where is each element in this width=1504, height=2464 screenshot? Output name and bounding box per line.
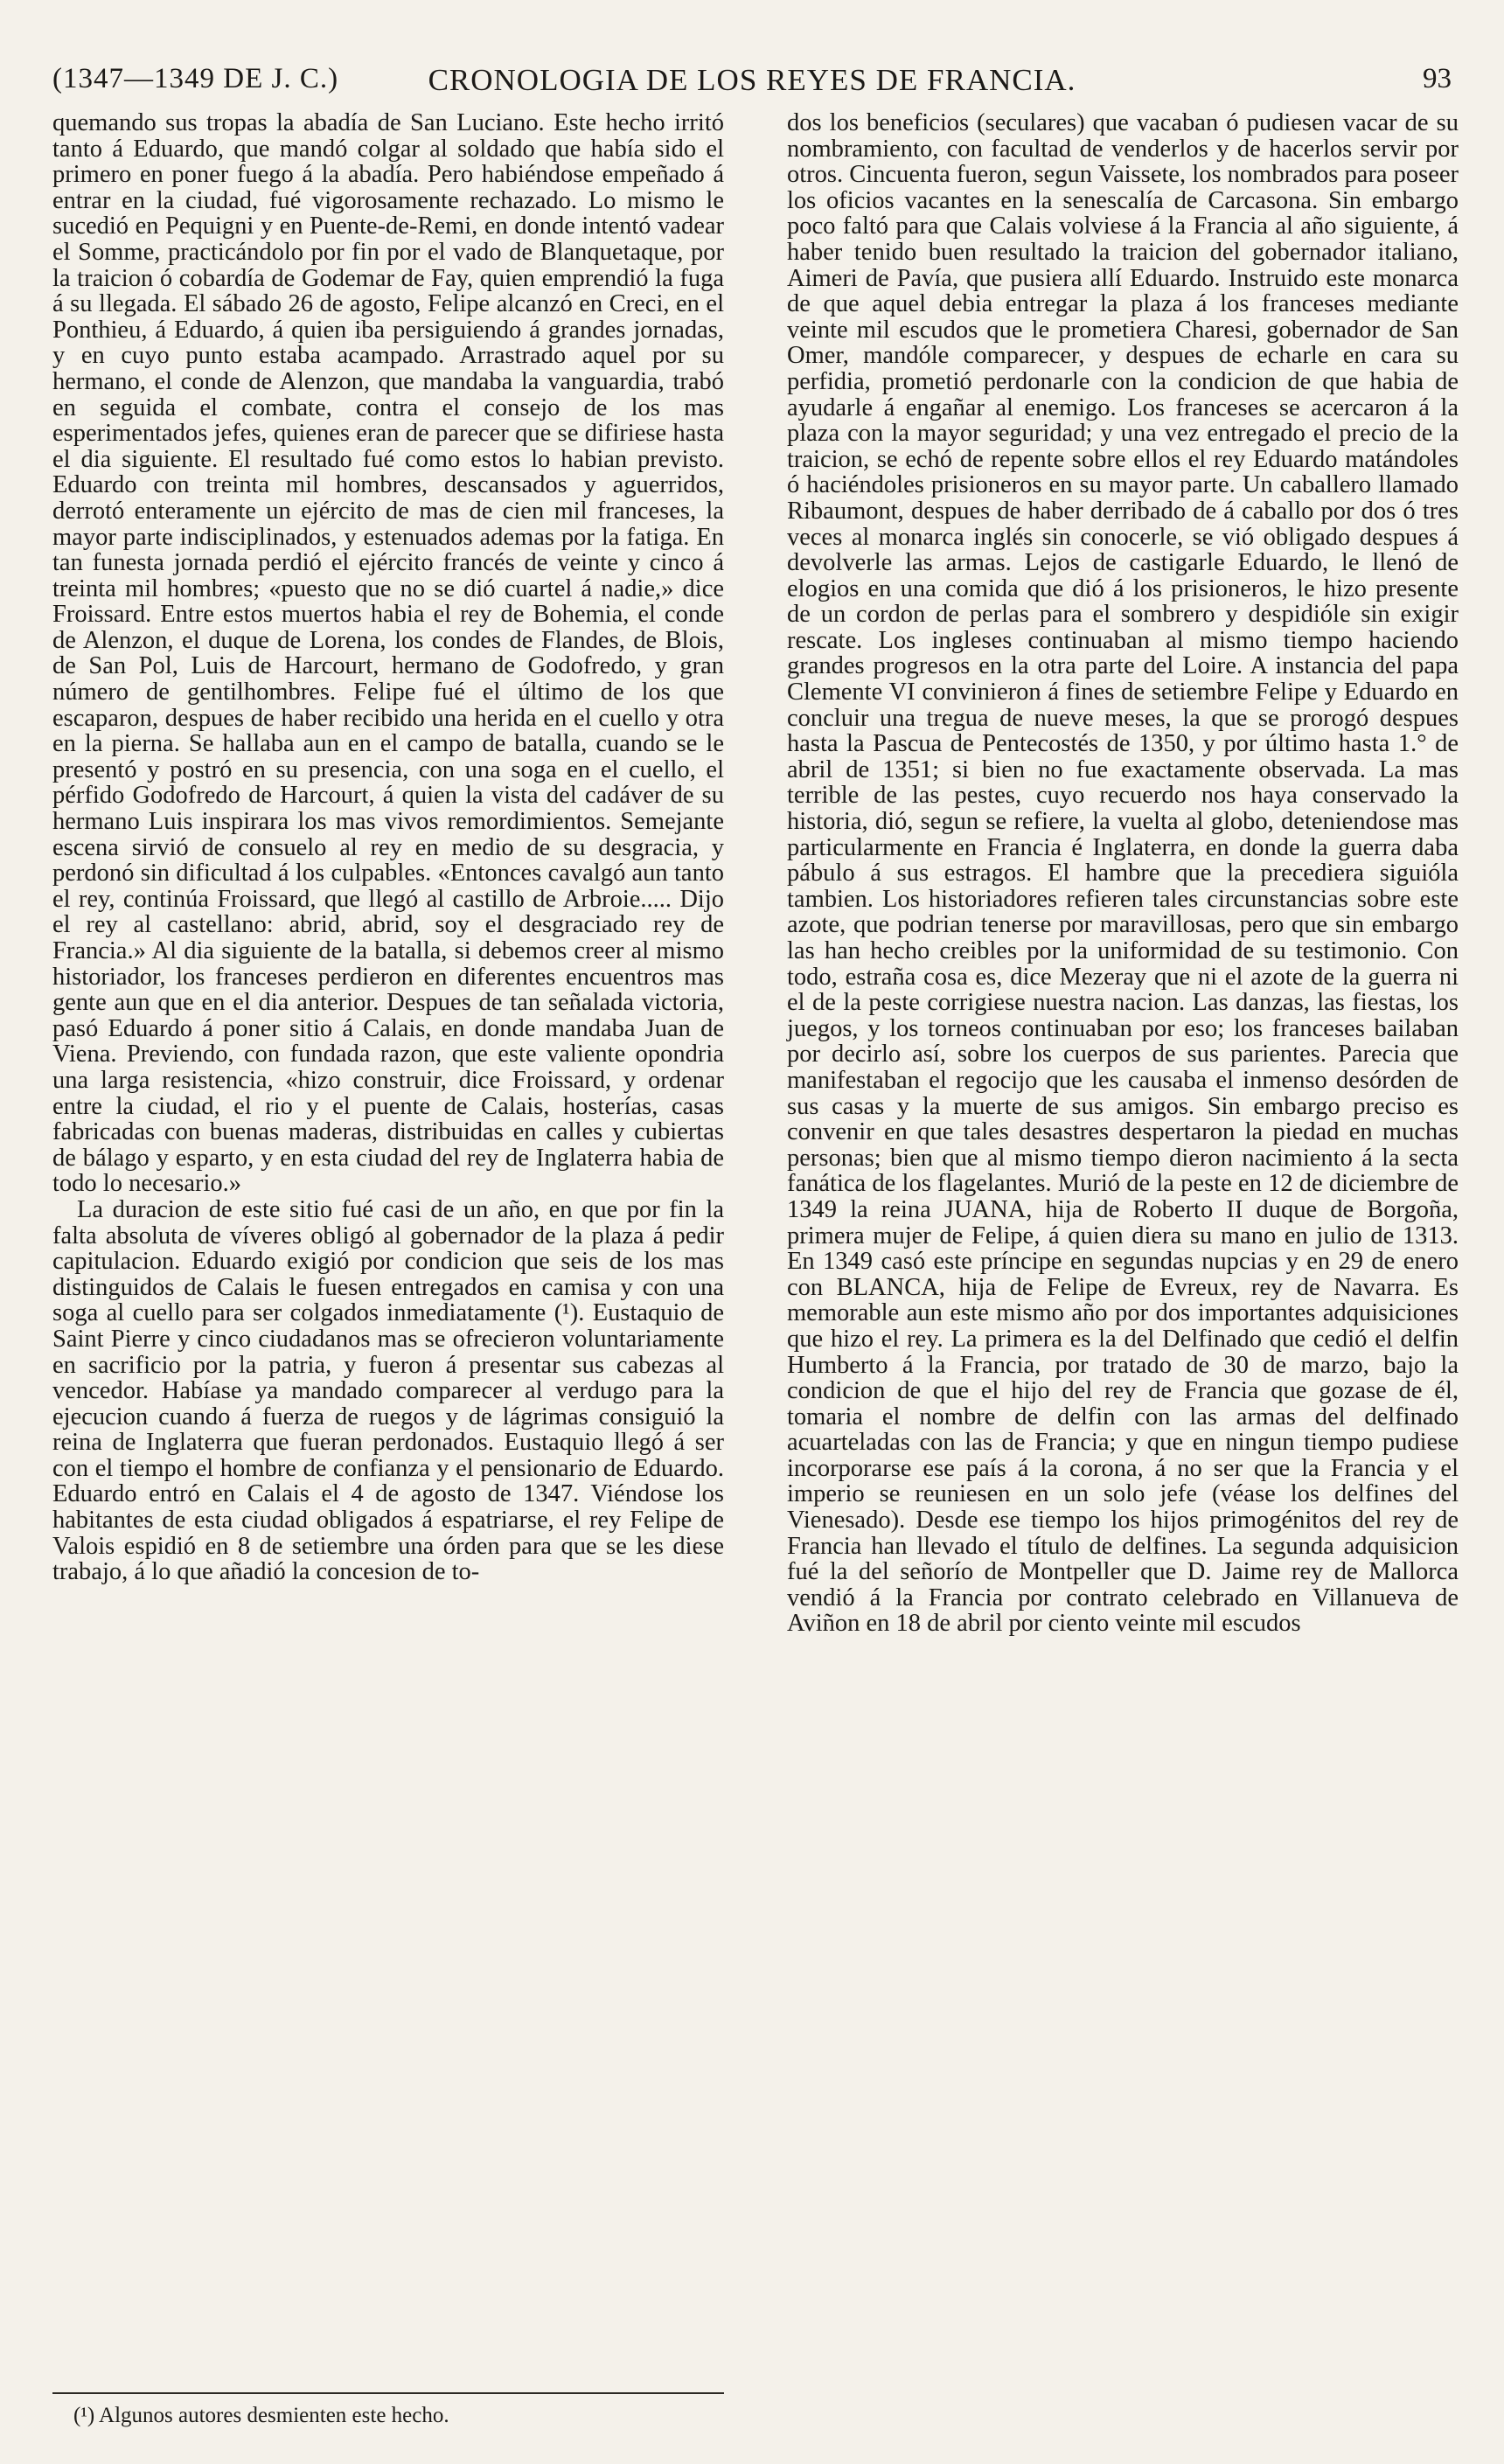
running-header [52, 63, 1452, 101]
header-title: CRONOLOGIA DE LOS REYES DE FRANCIA. [428, 63, 1076, 97]
footnote: (¹) Algunos autores desmienten este hecho. [73, 2404, 449, 2427]
paragraph: La duracion de este sitio fué casi de un año, en que por fin la falta absoluta de víveres obligó al gobernador de la plaza á pedir capitulacion. Eduardo exigió por condicion que seis de los mas distinguidos de Calais le fuesen entregados en camisa y con una soga al cuello para ser colgados inmediatamente (¹). Eustaquio de Saint Pierre y cinco ciudadanos mas se ofrecieron voluntariamente en sacrificio por la patria, y fueron á presentar sus cabezas al vencedor. Habíase ya mandado comparecer al verdugo para la ejecucion cuando á fuerza de ruegos y de lágrimas consiguió la reina de Inglaterra que fueran perdonados. Eustaquio llegó á ser con el tiempo el hombre de confianza y el pensionario de Eduardo. Eduardo entró en Calais el 4 de agosto de 1347. Viéndose los habitantes de esta ciudad obligados á espatriarse, el rey Felipe de Valois espidió en 8 de setiembre una órden para que se les diese trabajo, á lo que añadió la concesion de to- [52, 1195, 724, 1586]
left-column [52, 110, 724, 1585]
paragraph: quemando sus tropas la abadía de San Luciano. Este hecho irritó tanto á Eduardo, que mandó colgar al soldado que había sido el primero en poner fuego á la abadía. Pero habiéndose empeñado á entrar en la ciudad, fué vigorosamente rechazado. Lo mismo le sucedió en Pequigni y en Puente-de-Remi, en donde intentó vadear el Somme, practicándolo por fin por el vado de Blanquetaque, por la traicion ó cobardía de Godemar de Fay, quien emprendió la fuga á su llegada. El sábado 26 de agosto, Felipe alcanzó en Creci, en el Ponthieu, á Eduardo, á quien iba persiguiendo á grandes jornadas, y en cuyo punto estaba acampado. Arrastrado aquel por su hermano, el conde de Alenzon, que mandaba la vanguardia, trabó en seguida el combate, contra el consejo de los mas esperimentados jefes, quienes eran de parecer que se difiriese hasta el dia siguiente. El resultado fué como estos lo habian previsto. Eduardo con treinta mil hombres, descansados y aguerridos, derrotó enteramente un ejército de mas de cien mil franceses, la mayor parte indisciplinados, y estenuados ademas por la fatiga. En tan funesta jornada perdió el ejército francés de veinte y cinco á treinta mil hombres; «puesto que no se dió cuartel á nadie,» dice Froissard. Entre estos muertos habia el rey de Bohemia, el conde de Alenzon, el duque de Lorena, los condes de Flandes, de Blois, de San Pol, Luis de Harcourt, hermano de Godofredo, y gran número de gentilhombres. Felipe fué el último de los que escaparon, despues de haber recibido una herida en el cuello y otra en la pierna. Se hallaba aun en el campo de batalla, cuando se le presentó y postró en su presencia, con una soga en el cuello, el pérfido Godofredo de Harcourt, á quien la vista del cadáver de su hermano Luis inspirara los mas vivos remordimientos. Semejante escena sirvió de consuelo al rey en medio de su desgracia, y perdonó sin dificultad á los culpables. «Entonces cavalgó aun tanto el rey, continúa Froissard, que llegó al castillo de Arbroie..... Dijo el rey al castellano: abrid, abrid, soy el desgraciado rey de Francia.» Al dia siguiente de la batalla, si debemos creer al mismo historiador, los franceses perdieron en diferentes encuentros mas gente aun que en el dia anterior. Despues de tan señalada victoria, pasó Eduardo á poner sitio á Calais, en donde mandaba Juan de Viena. Previendo, con fundada razon, que este valiente opondria una larga resistencia, «hizo construir, dice Froissard, y ordenar entre la ciudad, el rio y el puente de Calais, hosterías, casas fabricadas con buenas maderas, distribuidas en calles y cubiertas de bálago y esparto, y en esta ciudad del rey de Inglaterra habia de todo lo necesario.» [52, 109, 724, 1198]
paragraph: dos los beneficios (seculares) que vacaban ó pudiesen vacar de su nombramiento, con facultad de venderlos y de hacerlos servir por otros. Cincuenta fueron, segun Vaissete, los nombrados para poseer los oficios vacantes en la senescalía de Carcasona. Sin embargo poco faltó para que Calais volviese á la Francia al año siguiente, á haber tenido buen resultado la traicion del gobernador italiano, Aimeri de Pavía, que pusiera allí Eduardo. Instruido este monarca de que aquel debia entregar la plaza á los franceses mediante veinte mil escudos que le prometiera Charesi, gobernador de San Omer, mandóle comparecer, y despues de echarle en cara su perfidia, prometió perdonarle con la condicion de que habia de ayudarle á engañar al enemigo. Los franceses se acercaron á la plaza con la mayor seguridad; y una vez entregado el precio de la traicion, se echó de repente sobre ellos el rey Eduardo matándoles ó haciéndoles prisioneros en su mayor parte. Un caballero llamado Ribaumont, despues de haber derribado de á caballo por dos ó tres veces al monarca inglés sin conocerle, se vió obligado despues á devolverle las armas. Lejos de castigarle Eduardo, le llenó de elogios en una comida que dió á los prisioneros, le hizo presente de un cordon de perlas para el sombrero y despidióle sin exigir rescate. Los ingleses continuaban al mismo tiempo haciendo grandes progresos en la otra parte del Loire. A instancia del papa Clemente VI convinieron á fines de setiembre Felipe y Eduardo en concluir una tregua de nueve meses, la que se prorogó despues hasta la Pascua de Pentecostés de 1350, y por último hasta 1.° de abril de 1351; si bien no fue exactamente observada. La mas terrible de las pestes, cuyo recuerdo nos haya conservado la historia, dió, segun se refiere, la vuelta al globo, deteniendose mas particularmente en Francia é Inglaterra, en donde la guerra daba pábulo á sus estragos. El hambre que la precediera siguióla tambien. Los historiadores refieren tales circunstancias sobre este azote, que podrian tenerse por maravillosas, pero que sin embargo las han hecho creibles por la uniformidad de su testimonio. Con todo, estraña cosa es, dice Mezeray que ni el azote de la guerra ni el de la peste corrigiese nuestra nacion. Las danzas, las fiestas, los juegos, y los torneos continuaban por eso; los franceses bailaban por decirlo así, sobre los cuerpos de sus parientes. Parecia que manifestaban el regocijo que les causaba el inmenso desórden de sus casas y la muerte de sus amigos. Sin embargo preciso es convenir en que tales desastres despertaron la piedad en muchas personas; bien que al mismo tiempo dieron nacimiento á la secta fanática de los flagelantes. Murió de la peste en 12 de diciembre de 1349 la reina JUANA, hija de Roberto II duque de Borgoña, primera mujer de Felipe, á quien diera su mano en julio de 1313. En 1349 casó este príncipe en segundas nupcias y en 29 de enero con BLANCA, hija de Felipe de Evreux, rey de Navarra. Es memorable aun este mismo año por dos importantes adquisiciones que hizo el rey. La primera es la del Delfinado que cedió el delfin Humberto á la Francia, por tratado de 30 de marzo, bajo la condicion de que el hijo del rey de Francia que gozase de él, tomaria el nombre de delfin con las armas del delfinado acuarteladas con las de Francia; y que en ningun tiempo pudiese incorporarse ese país á la corona, á no ser que la Francia y el imperio se reuniesen en un solo jefe (véase los delfines del Vienesado). Desde ese tiempo los hijos primogénitos del rey de Francia han llevado el título de delfines. La segunda adquisicion fué la del señorío de Montpeller que D. Jaime rey de Mallorca vendió á la Francia por contrato celebrado en Villanueva de Aviñon en 18 de abril por ciento veinte mil escudos [787, 109, 1459, 1638]
right-column [787, 110, 1459, 1637]
page-number: 93 [1423, 63, 1452, 94]
footnote-divider [52, 2392, 724, 2394]
header-date-range: (1347—1349 DE J. C.) [52, 63, 339, 94]
